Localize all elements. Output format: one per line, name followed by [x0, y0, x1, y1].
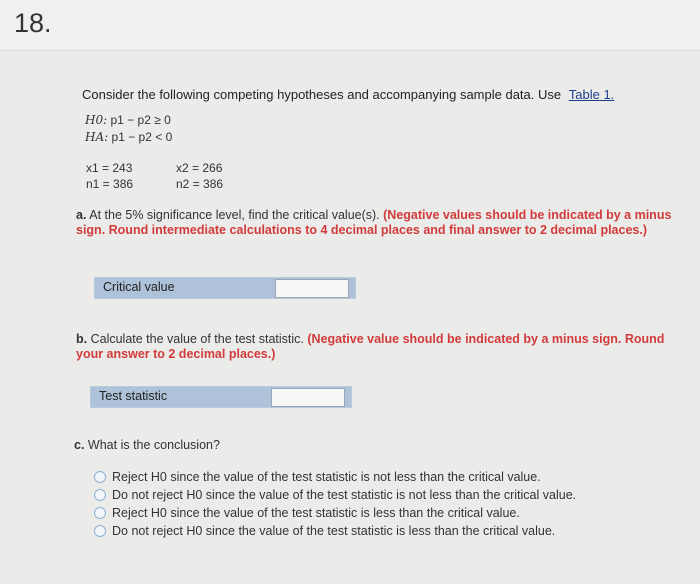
intro-sentence: Consider the following competing hypotheses and accompanying sample data. Use [82, 87, 562, 102]
ha-label: HA: [85, 130, 109, 144]
null-hypothesis [85, 113, 171, 127]
radio-button[interactable] [94, 507, 106, 519]
sample-n2: n2 = 386 [176, 177, 224, 191]
part-c-letter: c. [74, 438, 85, 452]
conclusion-option-2[interactable] [94, 488, 576, 502]
sample-n1: n1 = 386 [86, 177, 134, 191]
ha-expression: p1 − p2 < 0 [111, 130, 173, 144]
test-statistic-label: Test statistic [99, 389, 168, 403]
part-c-text: What is the conclusion? [87, 438, 220, 452]
h0-expression: p1 − p2 ≥ 0 [110, 113, 171, 127]
critical-value-label: Critical value [103, 280, 175, 294]
radio-button[interactable] [94, 525, 106, 537]
alternative-hypothesis [85, 130, 172, 144]
test-statistic-input[interactable] [271, 388, 345, 407]
option-label: Reject H0 since the value of the test statistic is not less than the critical value. [112, 470, 541, 484]
conclusion-option-4[interactable] [94, 524, 555, 538]
critical-value-input[interactable] [275, 279, 349, 298]
part-b-text: Calculate the value of the test statistic. [90, 332, 304, 346]
radio-button[interactable] [94, 489, 106, 501]
question-number: 18. [14, 8, 52, 38]
part-c-question [74, 438, 220, 453]
option-label: Reject H0 since the value of the test statistic is less than the critical value. [112, 506, 520, 520]
sample-x2: x2 = 266 [176, 161, 223, 175]
part-a-letter: a. [76, 208, 87, 222]
part-a-text: At the 5% significance level, find the critical value(s). [89, 208, 380, 222]
radio-button[interactable] [94, 471, 106, 483]
option-label: Do not reject H0 since the value of the test statistic is less than the critical value. [112, 524, 556, 538]
conclusion-option-3[interactable] [94, 506, 520, 520]
part-a-question [76, 208, 676, 238]
sample-x1: x1 = 243 [86, 161, 133, 175]
critical-value-row [94, 277, 356, 299]
question-header [0, 0, 700, 51]
h0-label: H0: [85, 113, 108, 127]
test-statistic-row [90, 386, 352, 408]
intro-text [82, 87, 614, 102]
part-a-note: (Negative values should be indicated by a minus sign. Round intermediate calculations to 4 decimal places and final answer to 2 decimal places.) [76, 208, 672, 237]
conclusion-option-1[interactable] [94, 470, 541, 484]
table-1-link[interactable]: Table 1. [568, 87, 615, 102]
part-b-question [76, 332, 676, 362]
option-label: Do not reject H0 since the value of the test statistic is not less than the critical value. [112, 488, 577, 502]
part-b-letter: b. [76, 332, 88, 346]
part-b-note: (Negative value should be indicated by a minus sign. Round your answer to 2 decimal places.) [76, 332, 665, 361]
